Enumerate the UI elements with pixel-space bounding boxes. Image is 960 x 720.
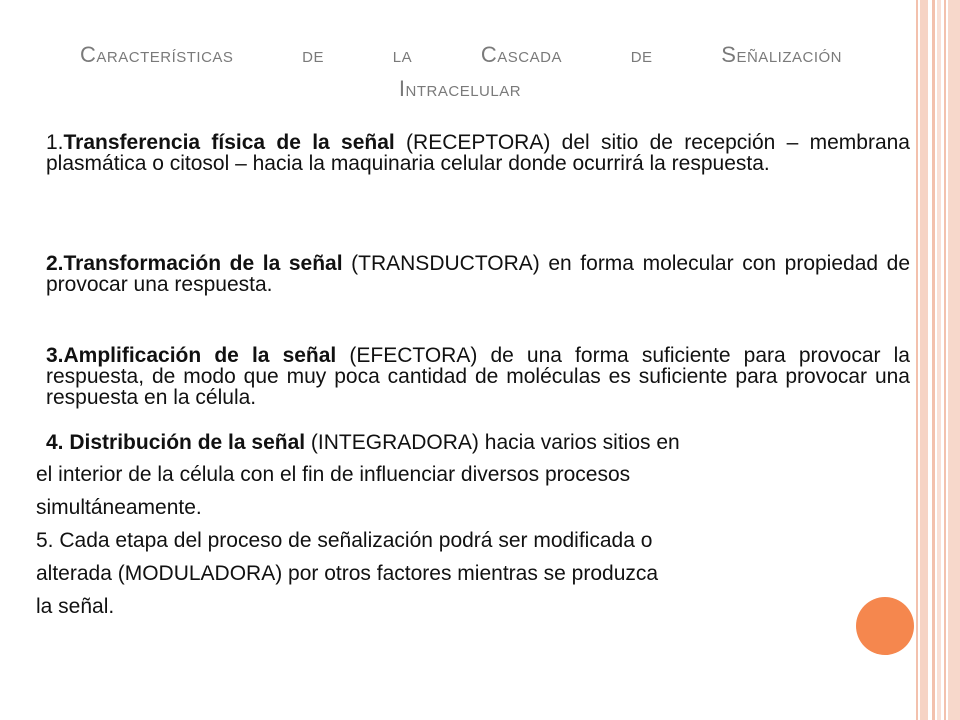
paragraph-4-continuation (36, 458, 896, 524)
title-word: la (392, 42, 413, 67)
decorative-stripe (932, 0, 935, 720)
decorative-stripe (944, 0, 946, 720)
list-item-3 (46, 345, 910, 408)
item-bold: Amplificación de la señal (63, 344, 337, 367)
list-item-2 (46, 253, 910, 295)
list-item-4 (46, 431, 910, 455)
decorative-stripe (948, 0, 960, 720)
title-line-2: Intracelular (398, 76, 522, 101)
item-text: (TRANSDUCTORA) en forma molecular con propiedad de provocar una respuesta. (46, 252, 911, 296)
title-line-1 (80, 38, 842, 72)
paragraph-5 (36, 524, 896, 623)
item-bold: Transferencia física de la señal (63, 131, 395, 154)
item-number: 3. (46, 344, 64, 367)
item-text: (RECEPTORA) del sitio de recepción – membrana plasmática o citosol – hacia la maquinaria celular donde ocurrirá la respuesta. (46, 131, 910, 175)
decorative-stripe (920, 0, 928, 720)
item-number: 4. (46, 431, 70, 454)
title-word: de (630, 42, 653, 67)
decorative-stripe (916, 0, 918, 720)
item-text: (INTEGRADORA) hacia varios sitios en (305, 431, 680, 454)
text-line: la señal. (36, 595, 115, 618)
text-line: el interior de la célula con el fin de influenciar diversos procesos (36, 463, 631, 486)
decorative-stripe (937, 0, 941, 720)
item-number: 2. (46, 252, 64, 275)
title-word: Señalización (721, 42, 842, 67)
title-word: Cascada (480, 42, 562, 67)
slide-title (60, 38, 860, 106)
title-word: Características (80, 42, 234, 67)
text-line: simultáneamente. (36, 496, 202, 519)
text-line: 5. Cada etapa del proceso de señalización podrá ser modificada o (36, 529, 653, 552)
title-word: de (302, 42, 325, 67)
text-line: alterada (MODULADORA) por otros factores mientras se produzca (36, 562, 659, 585)
item-bold: Transformación de la señal (63, 252, 343, 275)
list-item-1 (46, 132, 910, 174)
item-bold: Distribución de la señal (69, 431, 306, 454)
item-text: (EFECTORA) de una forma suficiente para provocar la respuesta, de modo que muy poca cantidad de moléculas es suficiente para provocar una respuesta en la célula. (46, 344, 910, 409)
item-number: 1. (46, 131, 64, 154)
